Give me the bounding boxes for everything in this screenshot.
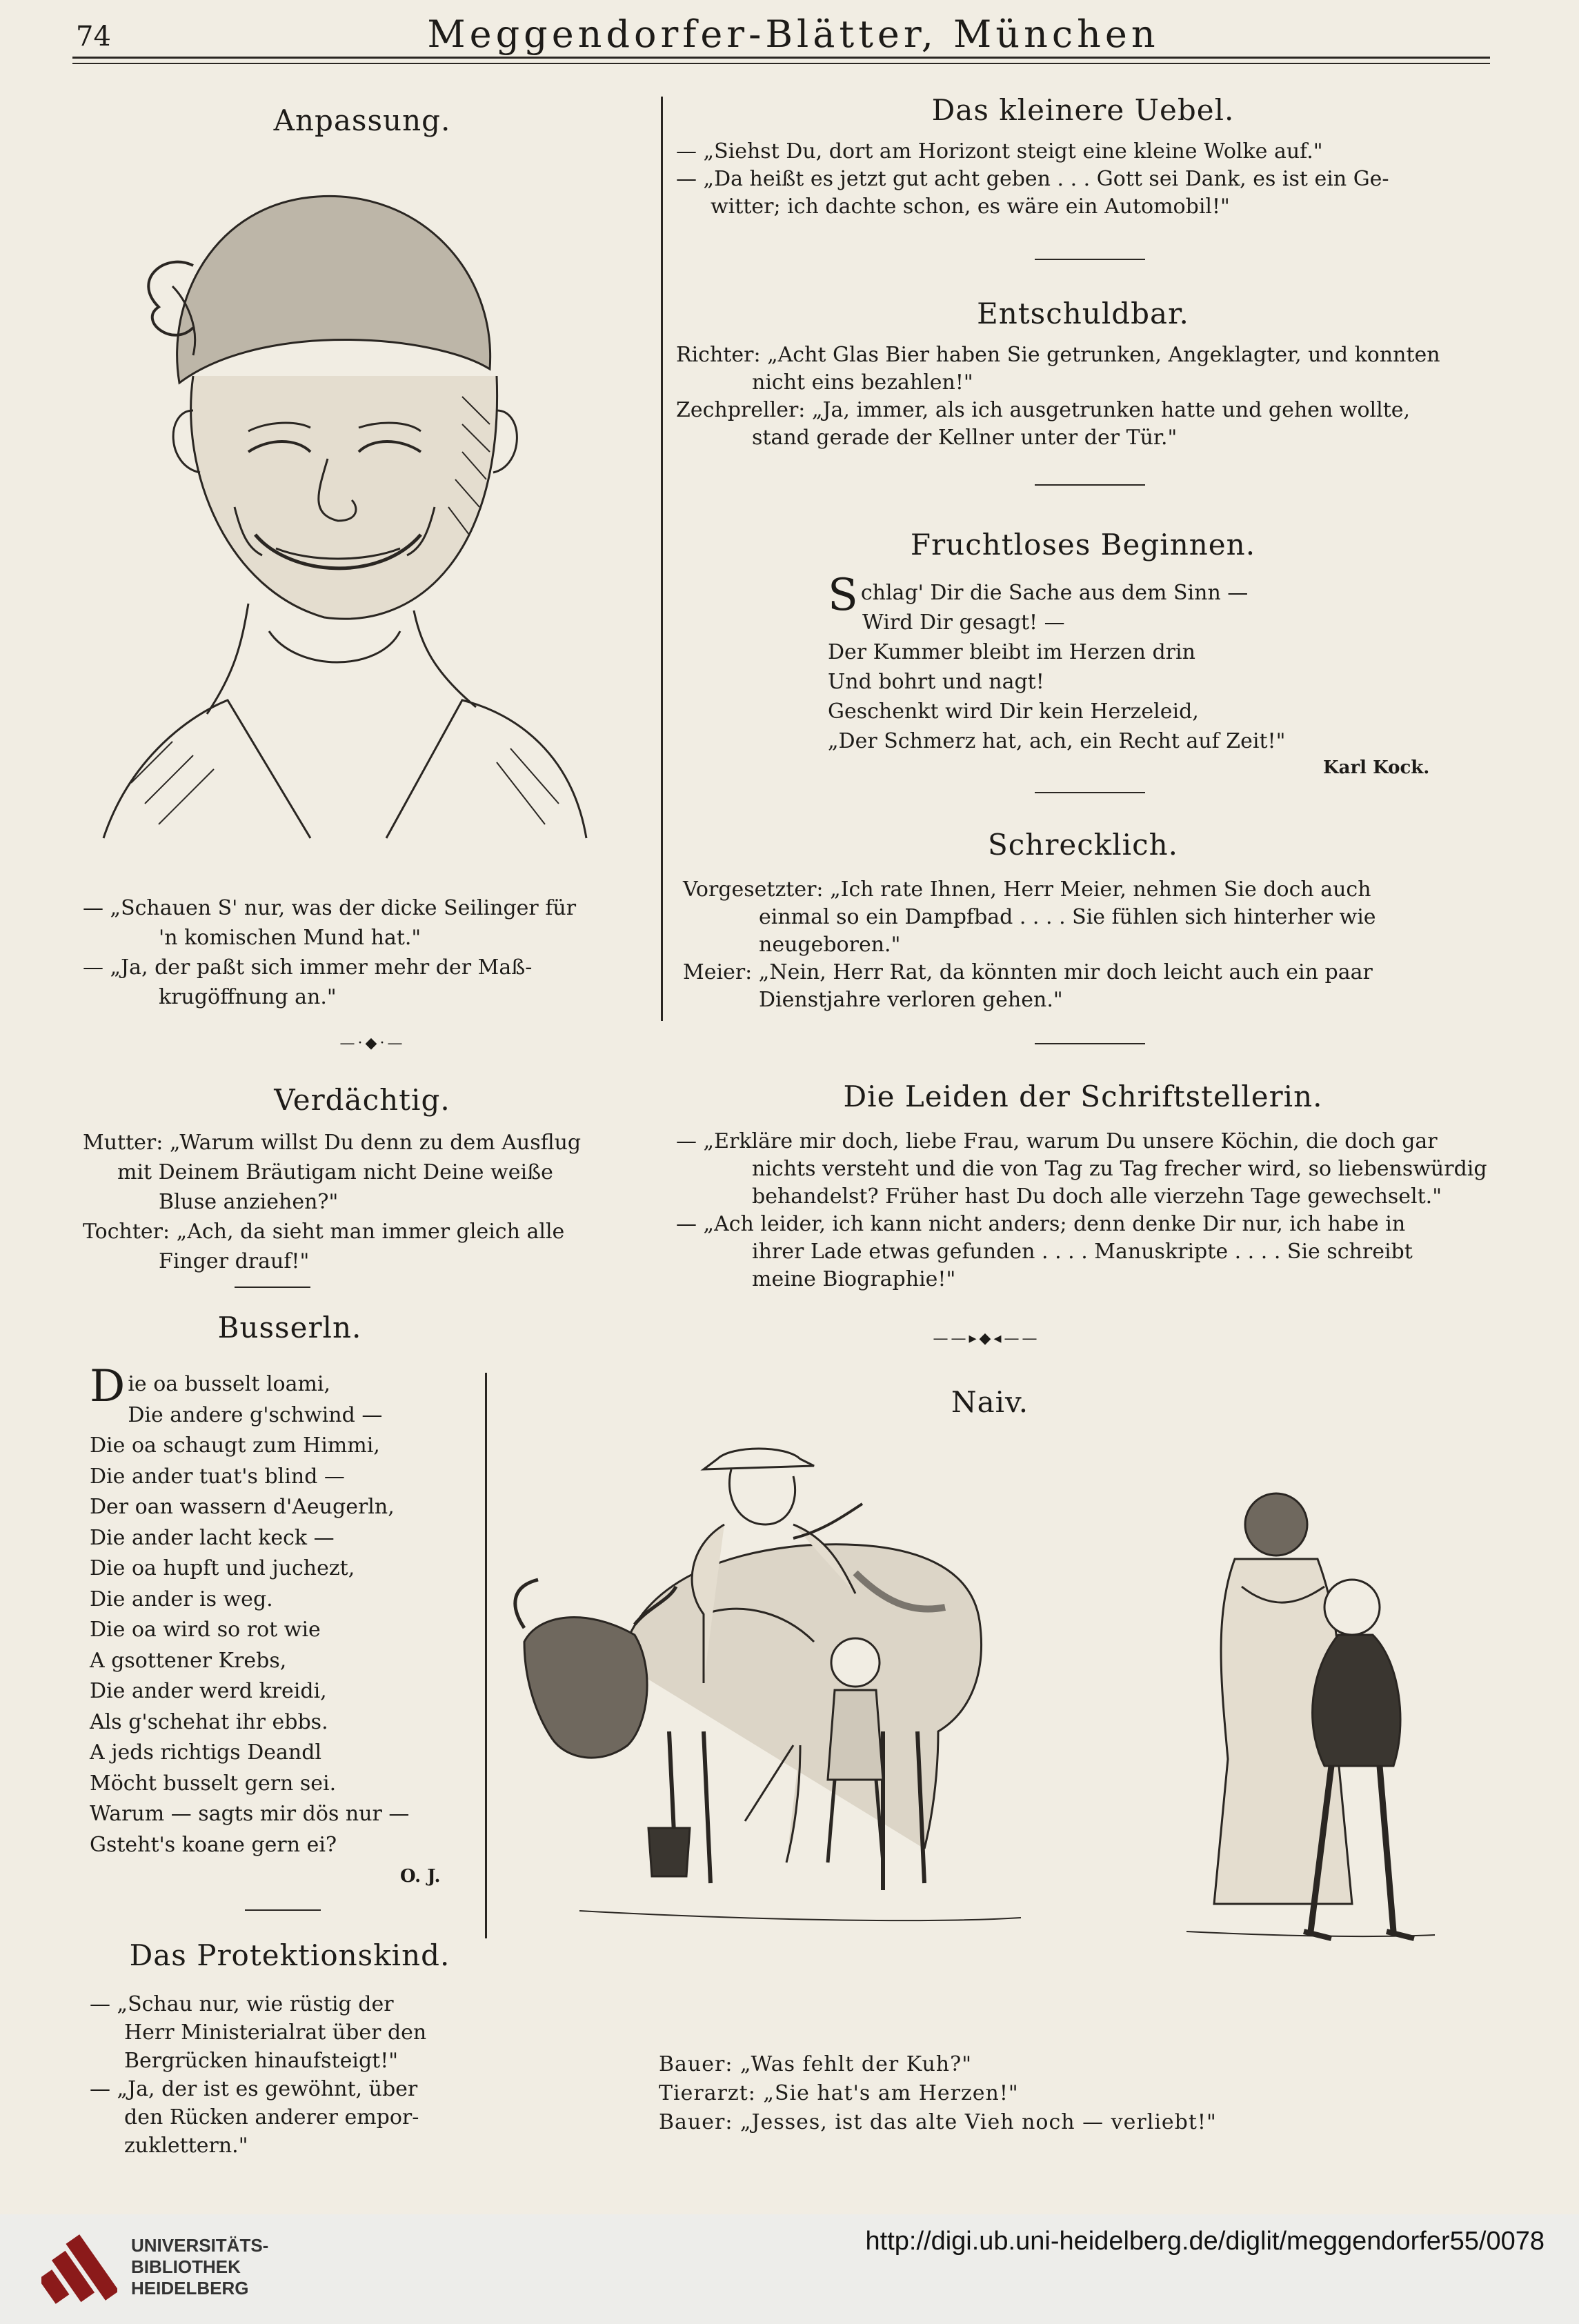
- uebel-text: [676, 138, 1490, 221]
- poem-line: Die oa schaugt zum Himmi,: [90, 1433, 380, 1458]
- poem-line: Gsteht's koane gern ei?: [90, 1832, 337, 1857]
- entschuldbar-line: Zechpreller: „Ja, immer, als ich ausgetrunken hatte und gehen wollte,: [676, 398, 1411, 422]
- ornament-divider: —·◆·—: [339, 1035, 406, 1052]
- protektionskind-line: Herr Ministerialrat über den: [124, 2020, 427, 2045]
- fruchtlos-signature: Karl Kock.: [1323, 757, 1430, 778]
- protektionskind-line: den Rücken anderer empor-: [124, 2105, 419, 2129]
- entschuldbar-text: [676, 341, 1490, 452]
- uebel-title: Das kleinere Uebel.: [931, 93, 1235, 127]
- header-rule-bottom: [72, 63, 1490, 64]
- verdaechtig-line: mit Deinem Bräutigam nicht Deine weiße: [117, 1160, 553, 1184]
- leiden-title: Die Leiden der Schriftstellerin.: [843, 1080, 1323, 1113]
- uebel-line: — „Siehst Du, dort am Horizont steigt eine kleine Wolke auf.": [676, 139, 1323, 163]
- separator-line: [245, 1909, 321, 1911]
- leiden-line: nichts versteht und die von Tag zu Tag frecher wird, so liebenswürdig: [752, 1157, 1487, 1181]
- separator-line: [235, 1287, 310, 1288]
- grinning-man-illustration: [90, 148, 614, 873]
- schrecklich-title: Schrecklich.: [987, 828, 1179, 862]
- poem-line: Und bohrt und nagt!: [828, 670, 1044, 694]
- verdaechtig-text: [83, 1128, 648, 1276]
- poem-line: Der oan wassern d'Aeugerln,: [90, 1495, 395, 1519]
- schrecklich-text: [683, 876, 1497, 1014]
- library-name-line: HEIDELBERG: [131, 2278, 249, 2298]
- naiv-title: Naiv.: [951, 1385, 1029, 1419]
- fruchtlos-title: Fruchtloses Beginnen.: [910, 528, 1256, 562]
- poem-line: Wird Dir gesagt! —: [862, 610, 1065, 635]
- magazine-title: Meggendorfer-Blätter, München: [427, 12, 1160, 56]
- naiv-text: [659, 2050, 1473, 2137]
- separator-line: [1035, 259, 1145, 260]
- drop-cap: S: [828, 570, 858, 621]
- leiden-text: [676, 1128, 1490, 1293]
- verdaechtig-line: Tochter: „Ach, da sieht man immer gleich alle: [83, 1220, 565, 1244]
- anpassung-line: krugöffnung an.": [159, 985, 337, 1009]
- protektionskind-text: [90, 1990, 490, 2160]
- entschuldbar-line: nicht eins bezahlen!": [752, 370, 973, 395]
- library-name: [131, 2235, 268, 2299]
- entschuldbar-title: Entschuldbar.: [977, 297, 1189, 330]
- anpassung-text: [83, 893, 648, 1012]
- uebel-line: — „Da heißt es jetzt gut acht geben . . . Gott sei Dank, es ist ein Ge-: [676, 167, 1389, 191]
- busserln-signature: O. J.: [400, 1866, 441, 1887]
- poem-line: Geschenkt wird Dir kein Herzeleid,: [828, 699, 1199, 724]
- fruchtlos-poem: [828, 570, 1449, 756]
- university-library-logo-icon: [41, 2230, 117, 2306]
- ornament-divider: ——▸◆◂——: [933, 1330, 1040, 1347]
- separator-line: [1035, 484, 1145, 486]
- schrecklich-line: neugeboren.": [759, 933, 901, 957]
- schrecklich-line: einmal so ein Dampfbad . . . . Sie fühlen sich hinterher wie: [759, 905, 1376, 929]
- leiden-line: — „Ach leider, ich kann nicht anders; denn denke Dir nur, ich habe in: [676, 1212, 1406, 1236]
- poem-line: Die oa wird so rot wie: [90, 1618, 321, 1642]
- source-url[interactable]: http://digi.ub.uni-heidelberg.de/diglit/meggendorfer55/0078: [865, 2227, 1545, 2256]
- schrecklich-line: Vorgesetzter: „Ich rate Ihnen, Herr Meier, nehmen Sie doch auch: [683, 877, 1371, 902]
- anpassung-line: — „Ja, der paßt sich immer mehr der Maß-: [83, 955, 533, 980]
- poem-line: Die ander werd kreidi,: [90, 1679, 327, 1703]
- poem-line: Die ander lacht keck —: [90, 1525, 335, 1550]
- poem-line: A gsottener Krebs,: [90, 1648, 287, 1673]
- leiden-line: — „Erkläre mir doch, liebe Frau, warum Du unsere Köchin, die doch gar: [676, 1129, 1438, 1153]
- verdaechtig-line: Finger drauf!": [159, 1249, 310, 1273]
- verdaechtig-title: Verdächtig.: [274, 1083, 450, 1117]
- busserln-first-line: Die oa busselt loami,: [90, 1361, 331, 1412]
- verdaechtig-line: Mutter: „Warum willst Du denn zu dem Ausflug: [83, 1131, 582, 1155]
- poem-line: Warum — sagts mir dös nur —: [90, 1802, 410, 1826]
- library-name-line: BIBLIOTHEK: [131, 2256, 241, 2277]
- page-number: 74: [76, 21, 111, 52]
- poem-line: Die ander is weg.: [90, 1587, 273, 1611]
- drop-cap: D: [90, 1361, 126, 1412]
- separator-line: [1035, 1043, 1145, 1044]
- protektionskind-line: zuklettern.": [124, 2134, 248, 2158]
- uebel-line: witter; ich dachte schon, es wäre ein Automobil!": [711, 195, 1230, 219]
- entschuldbar-line: Richter: „Acht Glas Bier haben Sie getrunken, Angeklagter, und konnten: [676, 343, 1440, 367]
- naiv-line: Bauer: „Jesses, ist das alte Vieh noch — verliebt!": [659, 2110, 1217, 2134]
- poem-line: Die oa hupft und juchezt,: [90, 1556, 355, 1580]
- busserln-title: Busserln.: [217, 1311, 362, 1344]
- poem-line: Die andere g'schwind —: [128, 1402, 383, 1427]
- poem-line: Als g'schehat ihr ebbs.: [90, 1709, 328, 1734]
- protektionskind-line: — „Schau nur, wie rüstig der: [90, 1992, 394, 2016]
- poem-line: A jeds richtigs Deandl: [90, 1740, 322, 1765]
- leiden-line: behandelst? Früher hast Du doch alle vierzehn Tage gewechselt.": [752, 1184, 1442, 1209]
- poem-line: Die ander tuat's blind —: [90, 1464, 345, 1489]
- protektionskind-title: Das Protektionskind.: [129, 1938, 450, 1972]
- header-rule-top: [72, 57, 1490, 59]
- column-divider-upper: [661, 97, 663, 1021]
- schrecklich-line: Dienstjahre verloren gehen.": [759, 988, 1063, 1012]
- naiv-line: Tierarzt: „Sie hat's am Herzen!": [659, 2081, 1019, 2105]
- anpassung-title: Anpassung.: [273, 103, 451, 137]
- protektionskind-line: — „Ja, der ist es gewöhnt, über: [90, 2077, 418, 2101]
- cow-farmer-illustration: [497, 1435, 1476, 2021]
- protektionskind-line: Bergrücken hinaufsteigt!": [124, 2049, 399, 2073]
- poem-line: Der Kummer bleibt im Herzen drin: [828, 640, 1195, 664]
- leiden-line: ihrer Lade etwas gefunden . . . . Manuskripte . . . . Sie schreibt: [752, 1240, 1413, 1264]
- anpassung-line: — „Schauen S' nur, was der dicke Seilinger für: [83, 896, 577, 920]
- verdaechtig-line: Bluse anziehen?": [159, 1190, 339, 1214]
- poem-line: Möcht busselt gern sei.: [90, 1771, 337, 1796]
- entschuldbar-line: stand gerade der Kellner unter der Tür.": [752, 426, 1178, 450]
- anpassung-line: 'n komischen Mund hat.": [159, 926, 421, 950]
- column-divider-lower: [485, 1373, 487, 1938]
- leiden-line: meine Biographie!": [752, 1267, 956, 1291]
- schrecklich-line: Meier: „Nein, Herr Rat, da könnten mir doch leicht auch ein paar: [683, 960, 1373, 984]
- separator-line: [1035, 792, 1145, 793]
- library-name-line: UNIVERSITÄTS-: [131, 2235, 269, 2256]
- fruchtlos-first-line: Schlag' Dir die Sache aus dem Sinn —: [828, 570, 1249, 621]
- naiv-line: Bauer: „Was fehlt der Kuh?": [659, 2052, 972, 2076]
- busserln-poem: [90, 1361, 476, 1860]
- poem-line: „Der Schmerz hat, ach, ein Recht auf Zeit!": [828, 729, 1286, 753]
